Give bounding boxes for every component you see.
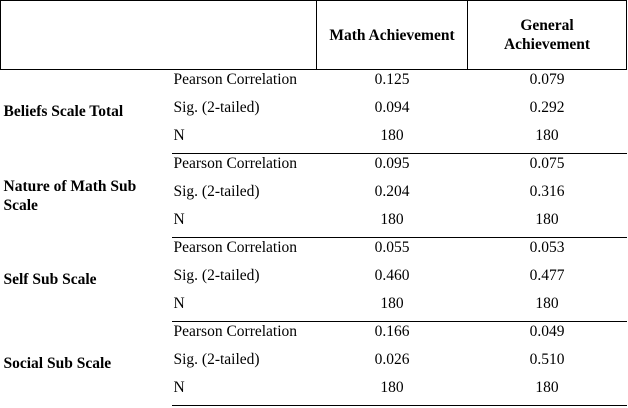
header-empty-cell (1, 1, 317, 70)
general-value: 0.477 (529, 266, 565, 284)
math-value: 0.094 (374, 98, 410, 116)
table-row (1, 238, 627, 266)
math-value: 180 (317, 126, 468, 154)
general-value: 0.292 (529, 98, 565, 116)
table-row (1, 70, 627, 98)
measure-label: Sig. (2-tailed) (173, 98, 260, 116)
math-value: 0.095 (374, 155, 410, 172)
general-value: 0.053 (529, 239, 565, 256)
math-value: 0.055 (374, 239, 410, 256)
header-general-achievement (468, 1, 627, 70)
measure-label: N (172, 294, 317, 322)
math-value: 0.204 (374, 182, 410, 200)
general-value: 180 (468, 294, 627, 322)
row-group-label: Self Sub Scale (3, 271, 97, 288)
general-value: 0.075 (529, 155, 565, 172)
measure-label: Pearson Correlation (173, 71, 298, 88)
row-group-label: Beliefs Scale Total (3, 103, 124, 121)
general-value: 180 (468, 378, 627, 406)
row-group-label-line1: Nature of Math Sub (3, 177, 137, 195)
general-value: 0.049 (529, 323, 565, 340)
row-group-label-line2: Scale (3, 196, 38, 214)
measure-label: N (172, 378, 317, 406)
general-value: 0.316 (529, 182, 565, 200)
table-row (1, 154, 627, 182)
math-value: 180 (317, 294, 468, 322)
measure-label: Sig. (2-tailed) (173, 266, 260, 284)
math-value: 0.125 (374, 71, 410, 88)
measure-label: Sig. (2-tailed) (173, 350, 260, 368)
table-row (1, 322, 627, 350)
math-value: 180 (317, 210, 468, 238)
general-value: 0.510 (529, 350, 565, 368)
general-value: 180 (468, 126, 627, 154)
math-value: 0.026 (374, 350, 410, 368)
row-group-label: Social Sub Scale (3, 355, 112, 372)
header-math-achievement: Math Achievement (317, 1, 468, 70)
measure-label: Sig. (2-tailed) (173, 182, 260, 200)
general-value: 0.079 (529, 71, 565, 88)
math-value: 180 (317, 378, 468, 406)
measure-label: Pearson Correlation (173, 323, 298, 340)
header-general-line1: General (520, 17, 574, 34)
math-value: 0.460 (374, 266, 410, 284)
row-group-label (1, 154, 172, 238)
measure-label: Pearson Correlation (173, 155, 298, 172)
measure-label: N (172, 210, 317, 238)
measure-label: N (172, 126, 317, 154)
measure-label: Pearson Correlation (173, 239, 298, 256)
general-value: 180 (468, 210, 627, 238)
header-row (1, 1, 627, 70)
math-value: 0.166 (374, 323, 410, 340)
header-general-line2: Achievement (503, 36, 591, 53)
